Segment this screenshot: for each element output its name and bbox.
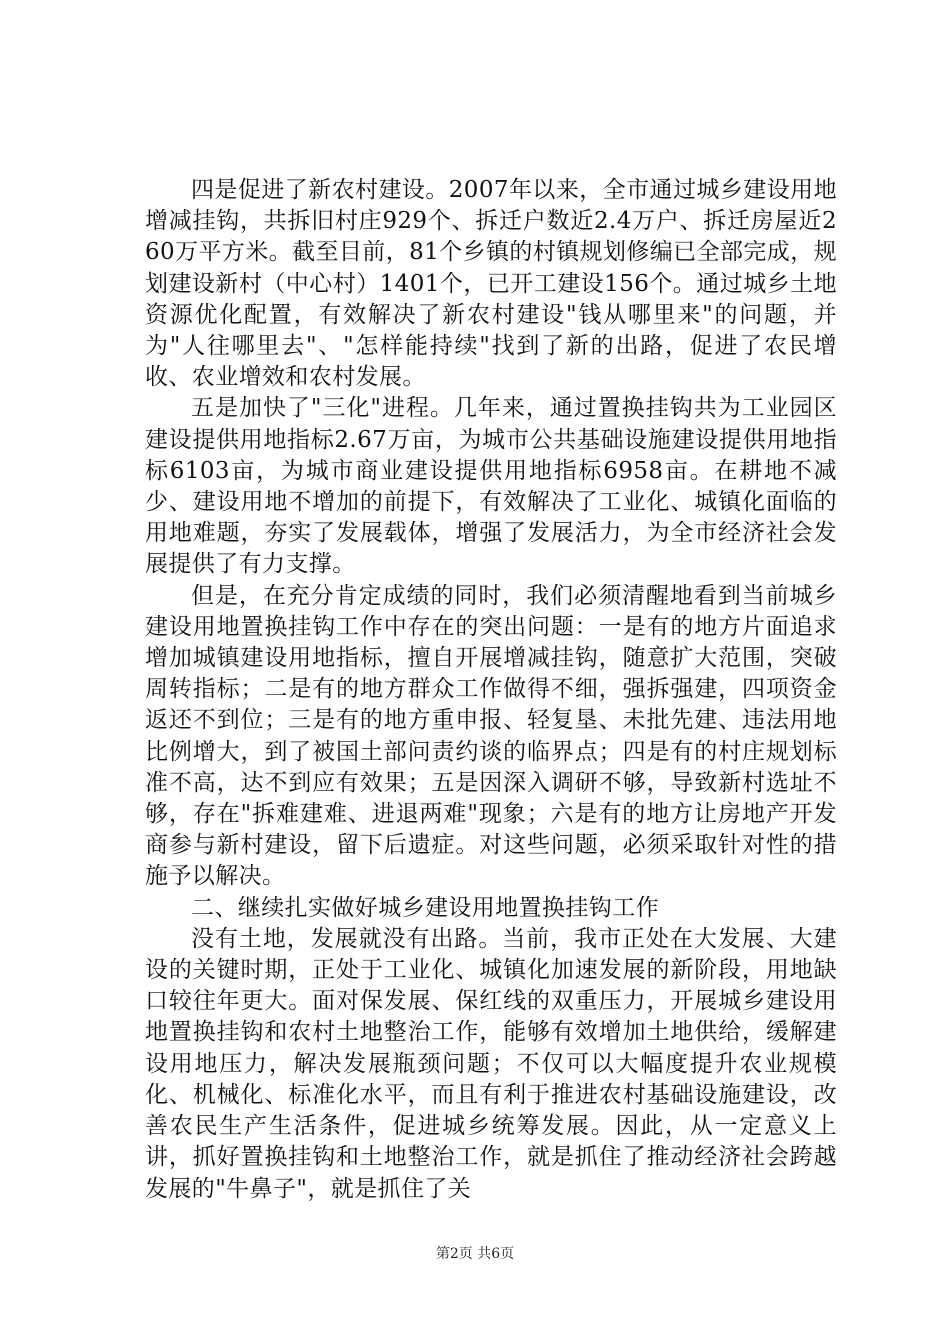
section-heading: 二、继续扎实做好城乡建设用地置换挂钩工作	[191, 894, 659, 921]
page-footer: 第2页 共6页	[435, 1246, 515, 1262]
document-body	[145, 175, 837, 1205]
paragraph-new-countryside: 四是促进了新农村建设。2007年以来，全市通过城乡建设用地增减挂钩，共拆旧村庄929个、拆迁户数近2.4万户、拆迁房屋近260万平方米。截至目前，81个乡镇的村镇规划修编已全部完成，规划建设新村（中心村）1401个，已开工建设156个。通过城乡土地资源优化配置，有效解决了新农村建设"钱从哪里来"的问题，并为"人往哪里去"、"怎样能持续"找到了新的出路，促进了农民增收、农业增效和农村发展。	[145, 177, 837, 391]
paragraph-problems: 但是，在充分肯定成绩的同时，我们必须清醒地看到当前城乡建设用地置换挂钩工作中存在的突出问题：一是有的地方片面追求增加城镇建设用地指标，擅自开展增减挂钩，随意扩大范围，突破周转指标；二是有的地方群众工作做得不细，强拆强建，四项资金返还不到位；三是有的地方重申报、轻复垦、未批先建、违法用地比例增大，到了被国土部问责约谈的临界点；四是有的村庄规划标准不高，达不到应有效果；五是因深入调研不够，导致新村选址不够，存在"拆难建难、进退两难"现象；六是有的地方让房地产开发商参与新村建设，留下后遗症。对这些问题，必须采取针对性的措施予以解决。	[145, 582, 837, 890]
paragraph-three-modernizations: 五是加快了"三化"进程。几年来，通过置换挂钩共为工业园区建设提供用地指标2.67万亩，为城市公共基础设施建设提供用地指标6103亩，为城市商业建设提供用地指标6958亩。在耕地不减少、建设用地不增加的前提下，有效解决了工业化、城镇化面临的用地难题，夯实了发展载体，增强了发展活力，为全市经济社会发展提供了有力支撑。	[145, 395, 837, 578]
paragraph-land-development: 没有土地，发展就没有出路。当前，我市正处在大发展、大建设的关键时期，正处于工业化、城镇化加速发展的新阶段，用地缺口较往年更大。面对保发展、保红线的双重压力，开展城乡建设用地置换挂钩和农村土地整治工作，能够有效增加土地供给，缓解建设用地压力，解决发展瓶颈问题；不仅可以大幅度提升农业规模化、机械化、标准化水平，而且有利于推进农村基础设施建设，改善农民生产生活条件，促进城乡统筹发展。因此，从一定意义上讲，抓好置换挂钩和土地整治工作，就是抓住了推动经济社会跨越发展的"牛鼻子"，就是抓住了关	[145, 925, 837, 1202]
